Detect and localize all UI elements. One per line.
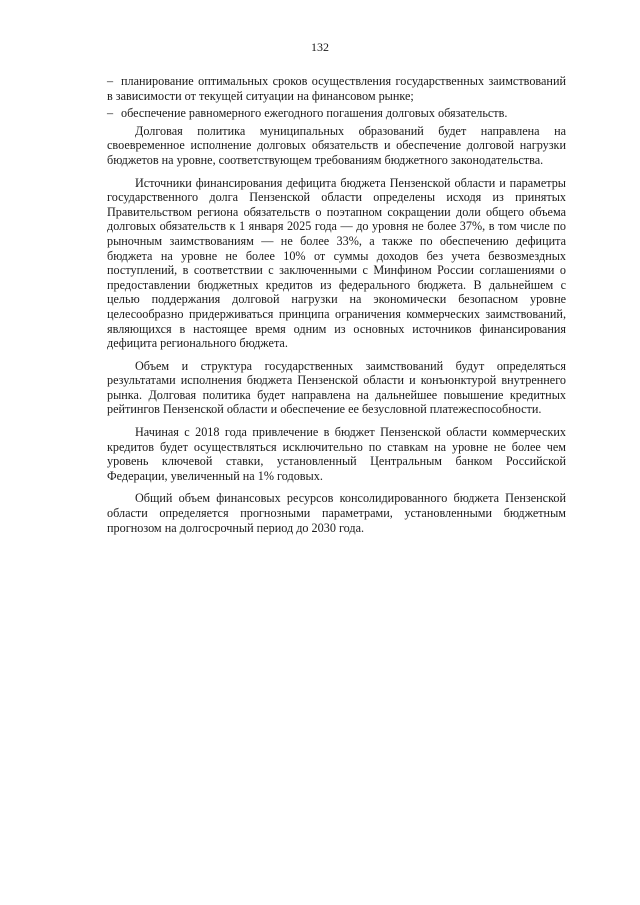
page-number: 132 (311, 40, 329, 54)
paragraph: Долговая политика муниципальных образований будет направлена на своевременное исполнение долговых обязательств и обеспечение долговой нагрузки бюджетов на уровне, соответствующем требованиям бюджетного законодательства. (107, 123, 566, 167)
page-body (107, 74, 566, 543)
bullet-item (107, 74, 566, 103)
bullet-marker: – (107, 106, 114, 121)
paragraph: Объем и структура государственных заимствований будут определяться результатами исполнения бюджета Пензенской области и конъюнктурой внутреннего рынка. Долговая политика будет направлена на дальнейшее повышение кредитных рейтингов Пензенской области и обеспечение ее безусловной платежеспособности. (107, 358, 566, 417)
bullet-marker: – (107, 74, 114, 88)
paragraph: Источники финансирования дефицита бюджета Пензенской области и параметры государственного долга Пензенской области определены исходя из принятых Правительством региона обязательств о поэтапном сокращении доли общего объема долговых обязательств к 1 января 2025 года — до уровня не более 37%, в том числе по рыночным заимствованиям — не более 33%, а также по обеспечению дефицита бюджета на уровне не более 10% от суммы доходов без учета безвозмездных поступлений, в соответствии с заключенными с Минфином России соглашениями о предоставлении бюджетных кредитов из федерального бюджета. В дальнейшем с целью поддержания долговой нагрузки на экономически безопасном уровне целесообразно придерживаться принципа ограничения коммерческих заимствований, являющихся в настоящее время одним из основных источников финансирования дефицита регионального бюджета. (107, 175, 566, 351)
bullet-item (107, 106, 566, 121)
paragraph: Общий объем финансовых ресурсов консолидированного бюджета Пензенской области определяется прогнозными параметрами, установленными бюджетным прогнозом на долгосрочный период до 2030 года. (107, 491, 566, 535)
bullet-text: обеспечение равномерного ежегодного погашения долговых обязательств. (121, 106, 508, 121)
paragraph: Начиная с 2018 года привлечение в бюджет Пензенской области коммерческих кредитов будет осуществляться исключительно по ставкам на уровне не более чем уровень ключевой ставки, установленный Центральным банком Российской Федерации, увеличенный на 1% годовых. (107, 425, 566, 483)
bullet-text: планирование оптимальных сроков осуществления государственных заимствований в зависимости от текущей ситуации на финансовом рынке; (107, 74, 566, 103)
